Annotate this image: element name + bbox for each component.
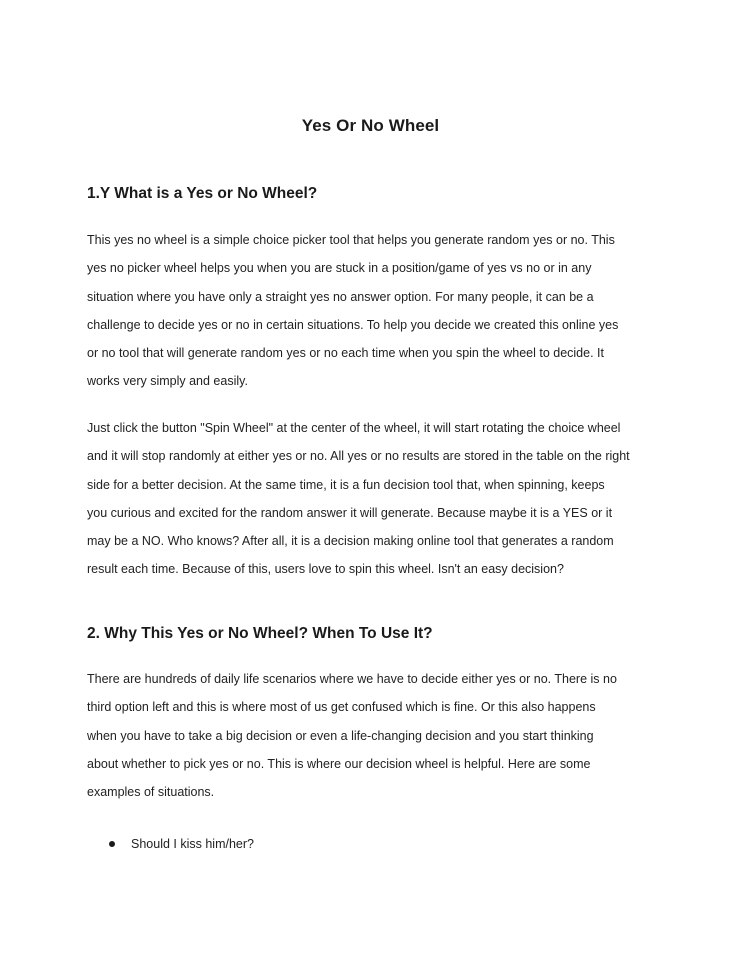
- text-line: you curious and excited for the random answer it will generate. Because maybe it is a YES or it: [87, 505, 613, 520]
- paragraph-what-is-2: [87, 414, 667, 584]
- page-title: Yes Or No Wheel: [301, 116, 440, 135]
- paragraph-what-is-1: [87, 226, 667, 396]
- list-item-text: Should I kiss him/her?: [131, 837, 254, 851]
- section-heading-why-use: 2. Why This Yes or No Wheel? When To Use It?: [87, 625, 433, 642]
- text-line: Just click the button "Spin Wheel" at the center of the wheel, it will start rotating the choice wheel: [87, 421, 621, 435]
- bullet-icon: [109, 841, 115, 847]
- examples-list: [87, 830, 254, 858]
- text-line: situation where you have only a straight yes no answer option. For many people, it can be a: [87, 289, 594, 304]
- text-line: This yes no wheel is a simple choice picker tool that helps you generate random yes or no. This: [87, 233, 615, 247]
- text-line: There are hundreds of daily life scenarios where we have to decide either yes or no. There is no: [87, 672, 617, 686]
- text-line: third option left and this is where most of us get confused which is fine. Or this also happens: [87, 700, 596, 715]
- text-line: or no tool that will generate random yes or no each time when you spin the wheel to decide. It: [87, 346, 604, 361]
- text-line: and it will stop randomly at either yes or no. All yes or no results are stored in the table on the right: [87, 449, 630, 464]
- text-line: result each time. Because of this, users love to spin this wheel. Isn't an easy decision?: [87, 562, 564, 577]
- section-heading-what-is: 1.Y What is a Yes or No Wheel?: [87, 185, 318, 202]
- text-line: yes no picker wheel helps you when you are stuck in a position/game of yes vs no or in any: [87, 261, 592, 276]
- list-item: [87, 830, 254, 858]
- text-line: may be a NO. Who knows? After all, it is a decision making online tool that generates a random: [87, 534, 614, 549]
- text-line: about whether to pick yes or no. This is where our decision wheel is helpful. Here are some: [87, 756, 591, 771]
- text-line: side for a better decision. At the same time, it is a fun decision tool that, when spinning, keeps: [87, 477, 605, 492]
- text-line: when you have to take a big decision or even a life-changing decision and you start thinking: [87, 728, 594, 743]
- text-line: examples of situations.: [87, 785, 215, 800]
- paragraph-why-use-1: [87, 665, 667, 806]
- text-line: challenge to decide yes or no in certain situations. To help you decide we created this online yes: [87, 317, 619, 332]
- text-line: works very simply and easily.: [87, 374, 248, 389]
